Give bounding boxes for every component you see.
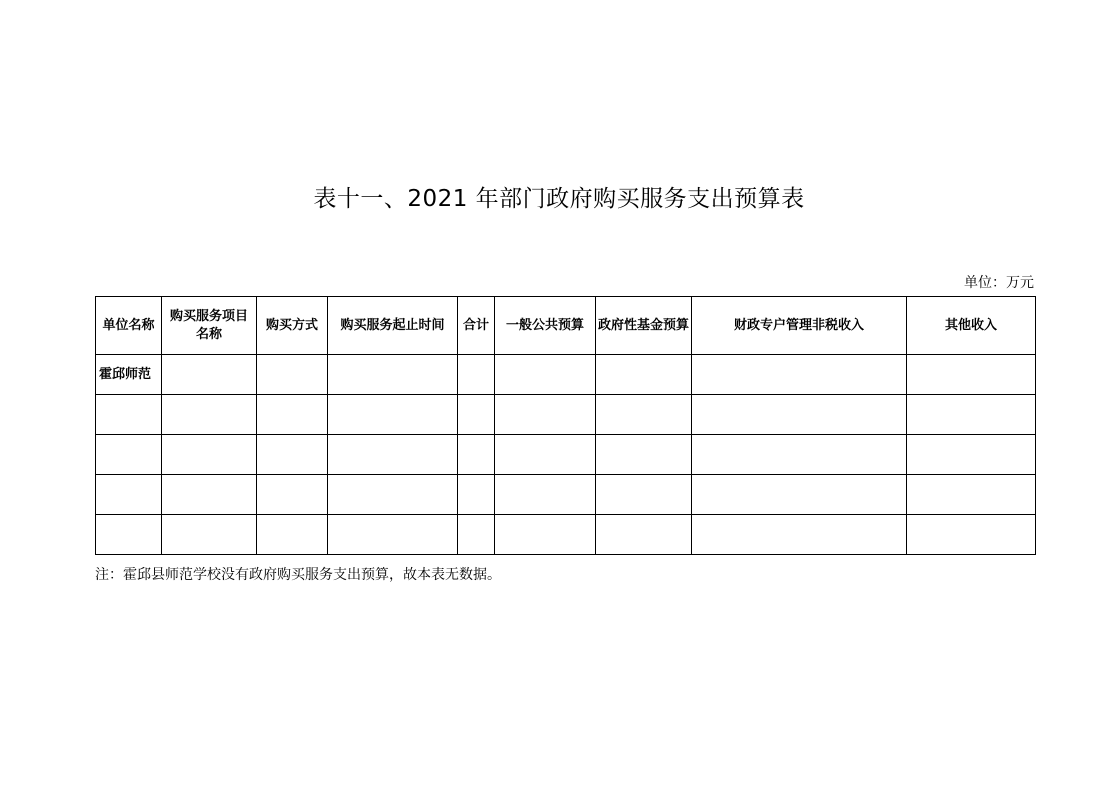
table-cell [495,515,596,555]
table-header-row [96,297,1036,355]
table-cell [596,515,692,555]
header-service-item-name: 购买服务项目名称 [162,297,257,355]
table-row [96,475,1036,515]
table-row [96,355,1036,395]
table-cell [458,475,495,515]
table-cell [458,515,495,555]
table-cell [495,435,596,475]
table-cell [162,355,257,395]
table-cell [162,395,257,435]
table-cell [96,515,162,555]
page-title: 表十一、2021 年部门政府购买服务支出预算表 [313,186,805,212]
table-cell [692,435,907,475]
table-cell [162,435,257,475]
table-cell [96,475,162,515]
table-cell [328,475,458,515]
header-other-income: 其他收入 [907,297,1036,355]
table-cell [907,355,1036,395]
header-purchase-method: 购买方式 [257,297,328,355]
table-cell [907,435,1036,475]
table-cell [328,435,458,475]
table-cell [257,355,328,395]
table-cell [596,475,692,515]
table-row [96,515,1036,555]
footnote: 注：霍邱县师范学校没有政府购买服务支出预算，故本表无数据。 [95,567,501,583]
table-cell [328,355,458,395]
unit-label: 单位：万元 [964,275,1034,291]
table-cell [96,395,162,435]
table-cell [458,435,495,475]
header-non-tax-income: 财政专户管理非税收入 [692,297,907,355]
table-cell [162,475,257,515]
table-cell: 霍邱师范 [96,355,162,395]
table-cell [692,395,907,435]
table-cell [907,475,1036,515]
table-cell [257,435,328,475]
table-row [96,395,1036,435]
budget-table [95,296,1036,555]
header-general-public-budget: 一般公共预算 [495,297,596,355]
table-cell [596,355,692,395]
table-cell [257,515,328,555]
table-cell [328,395,458,435]
table-cell [458,355,495,395]
table-cell [692,515,907,555]
header-total: 合计 [458,297,495,355]
header-government-fund-budget: 政府性基金预算 [596,297,692,355]
table-row [96,435,1036,475]
table-cell [257,395,328,435]
table-cell [162,515,257,555]
table-cell [458,395,495,435]
table-cell [692,475,907,515]
table-cell [495,395,596,435]
table-cell [907,515,1036,555]
table-cell [692,355,907,395]
header-unit-name: 单位名称 [96,297,162,355]
header-service-period: 购买服务起止时间 [328,297,458,355]
table-cell [596,395,692,435]
table-cell [596,435,692,475]
table-cell [96,435,162,475]
table-cell [328,515,458,555]
table-cell [257,475,328,515]
table-cell [495,475,596,515]
table-cell [495,355,596,395]
table-cell [907,395,1036,435]
